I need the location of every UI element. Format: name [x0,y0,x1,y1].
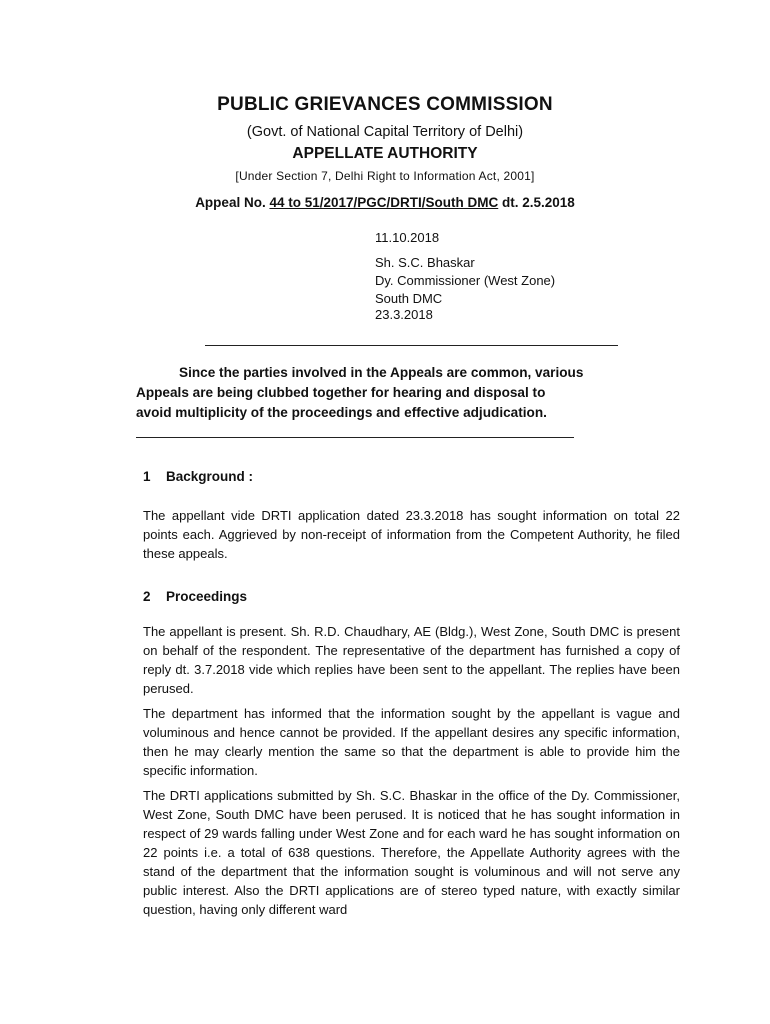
under-section-note: [Under Section 7, Delhi Right to Information Act, 2001] [235,169,535,183]
competent-authority-value-2: South DMC [375,291,443,306]
proceedings-paragraph-3: The DRTI applications submitted by Sh. S.C. Bhaskar in the office of the Dy. Commissioner, West Zone, South DMC have been perused. It is noticed that he has sought information in respect of 29 wards falling under West Zone and for each ward he has sought information on 22 points i.e. a total of 638 questions. Therefore, the Appellate Authority agrees with the stand of the department that the information sought is voluminous and will not serve any public interest. Also the DRTI applications are of stereo typed nature, with exactly similar question, having only different ward [143,788,680,917]
background-paragraph: The appellant vide DRTI application dated 23.3.2018 has sought information on total 22 points each. Aggrieved by non-receipt of information from the Competent Authority, he filed these appeals. [143,508,680,561]
divider-line [136,437,574,438]
competent-authority-value: Dy. Commissioner (West Zone) [375,273,556,288]
appeal-number: 44 to 51/2017/PGC/DRTI/South DMC [269,195,499,210]
appellant-value: Sh. S.C. Bhaskar [375,255,475,270]
notice-line-1: Since the parties involved in the Appeals are common, various [179,365,584,380]
section-title: Proceedings [166,589,248,604]
notice-line-2: Appeals are being clubbed together for hearing and disposal to [136,385,546,400]
application-value: 23.3.2018 [375,307,433,322]
appeal-prefix: Appeal No. [195,195,270,210]
divider-line [205,345,618,346]
proceedings-paragraph-2: The department has informed that the information sought by the appellant is vague and voluminous and hence cannot be provided. If the appellant desires any specific information, then he may clearly mention the same so that the department is able to provide him the specific information. [143,706,680,778]
government-subtitle: (Govt. of National Capital Territory of Delhi) [246,124,524,140]
section-number: 2 [143,589,151,604]
notice-line-3: avoid multiplicity of the proceedings and effective adjudication. [136,405,547,420]
hearing-date-value: 11.10.2018 [375,230,440,245]
section-number: 1 [143,469,151,484]
proceedings-paragraph-1: The appellant is present. Sh. R.D. Chaudhary, AE (Bldg.), West Zone, South DMC is present on behalf of the respondent. The representative of the department has furnished a copy of reply dt. 3.7.2018 vide which replies have been sent to the appellant. The replies have been perused. [143,624,680,696]
document-title: PUBLIC GRIEVANCES COMMISSION [217,94,553,115]
authority-heading: APPELLATE AUTHORITY [292,145,478,162]
section-heading-proceedings [143,589,247,604]
clubbing-notice [136,363,636,423]
section-title: Background : [166,469,254,484]
section-heading-background [143,469,253,484]
appeal-date: dt. 2.5.2018 [498,195,575,210]
appeal-number-line [0,195,770,210]
